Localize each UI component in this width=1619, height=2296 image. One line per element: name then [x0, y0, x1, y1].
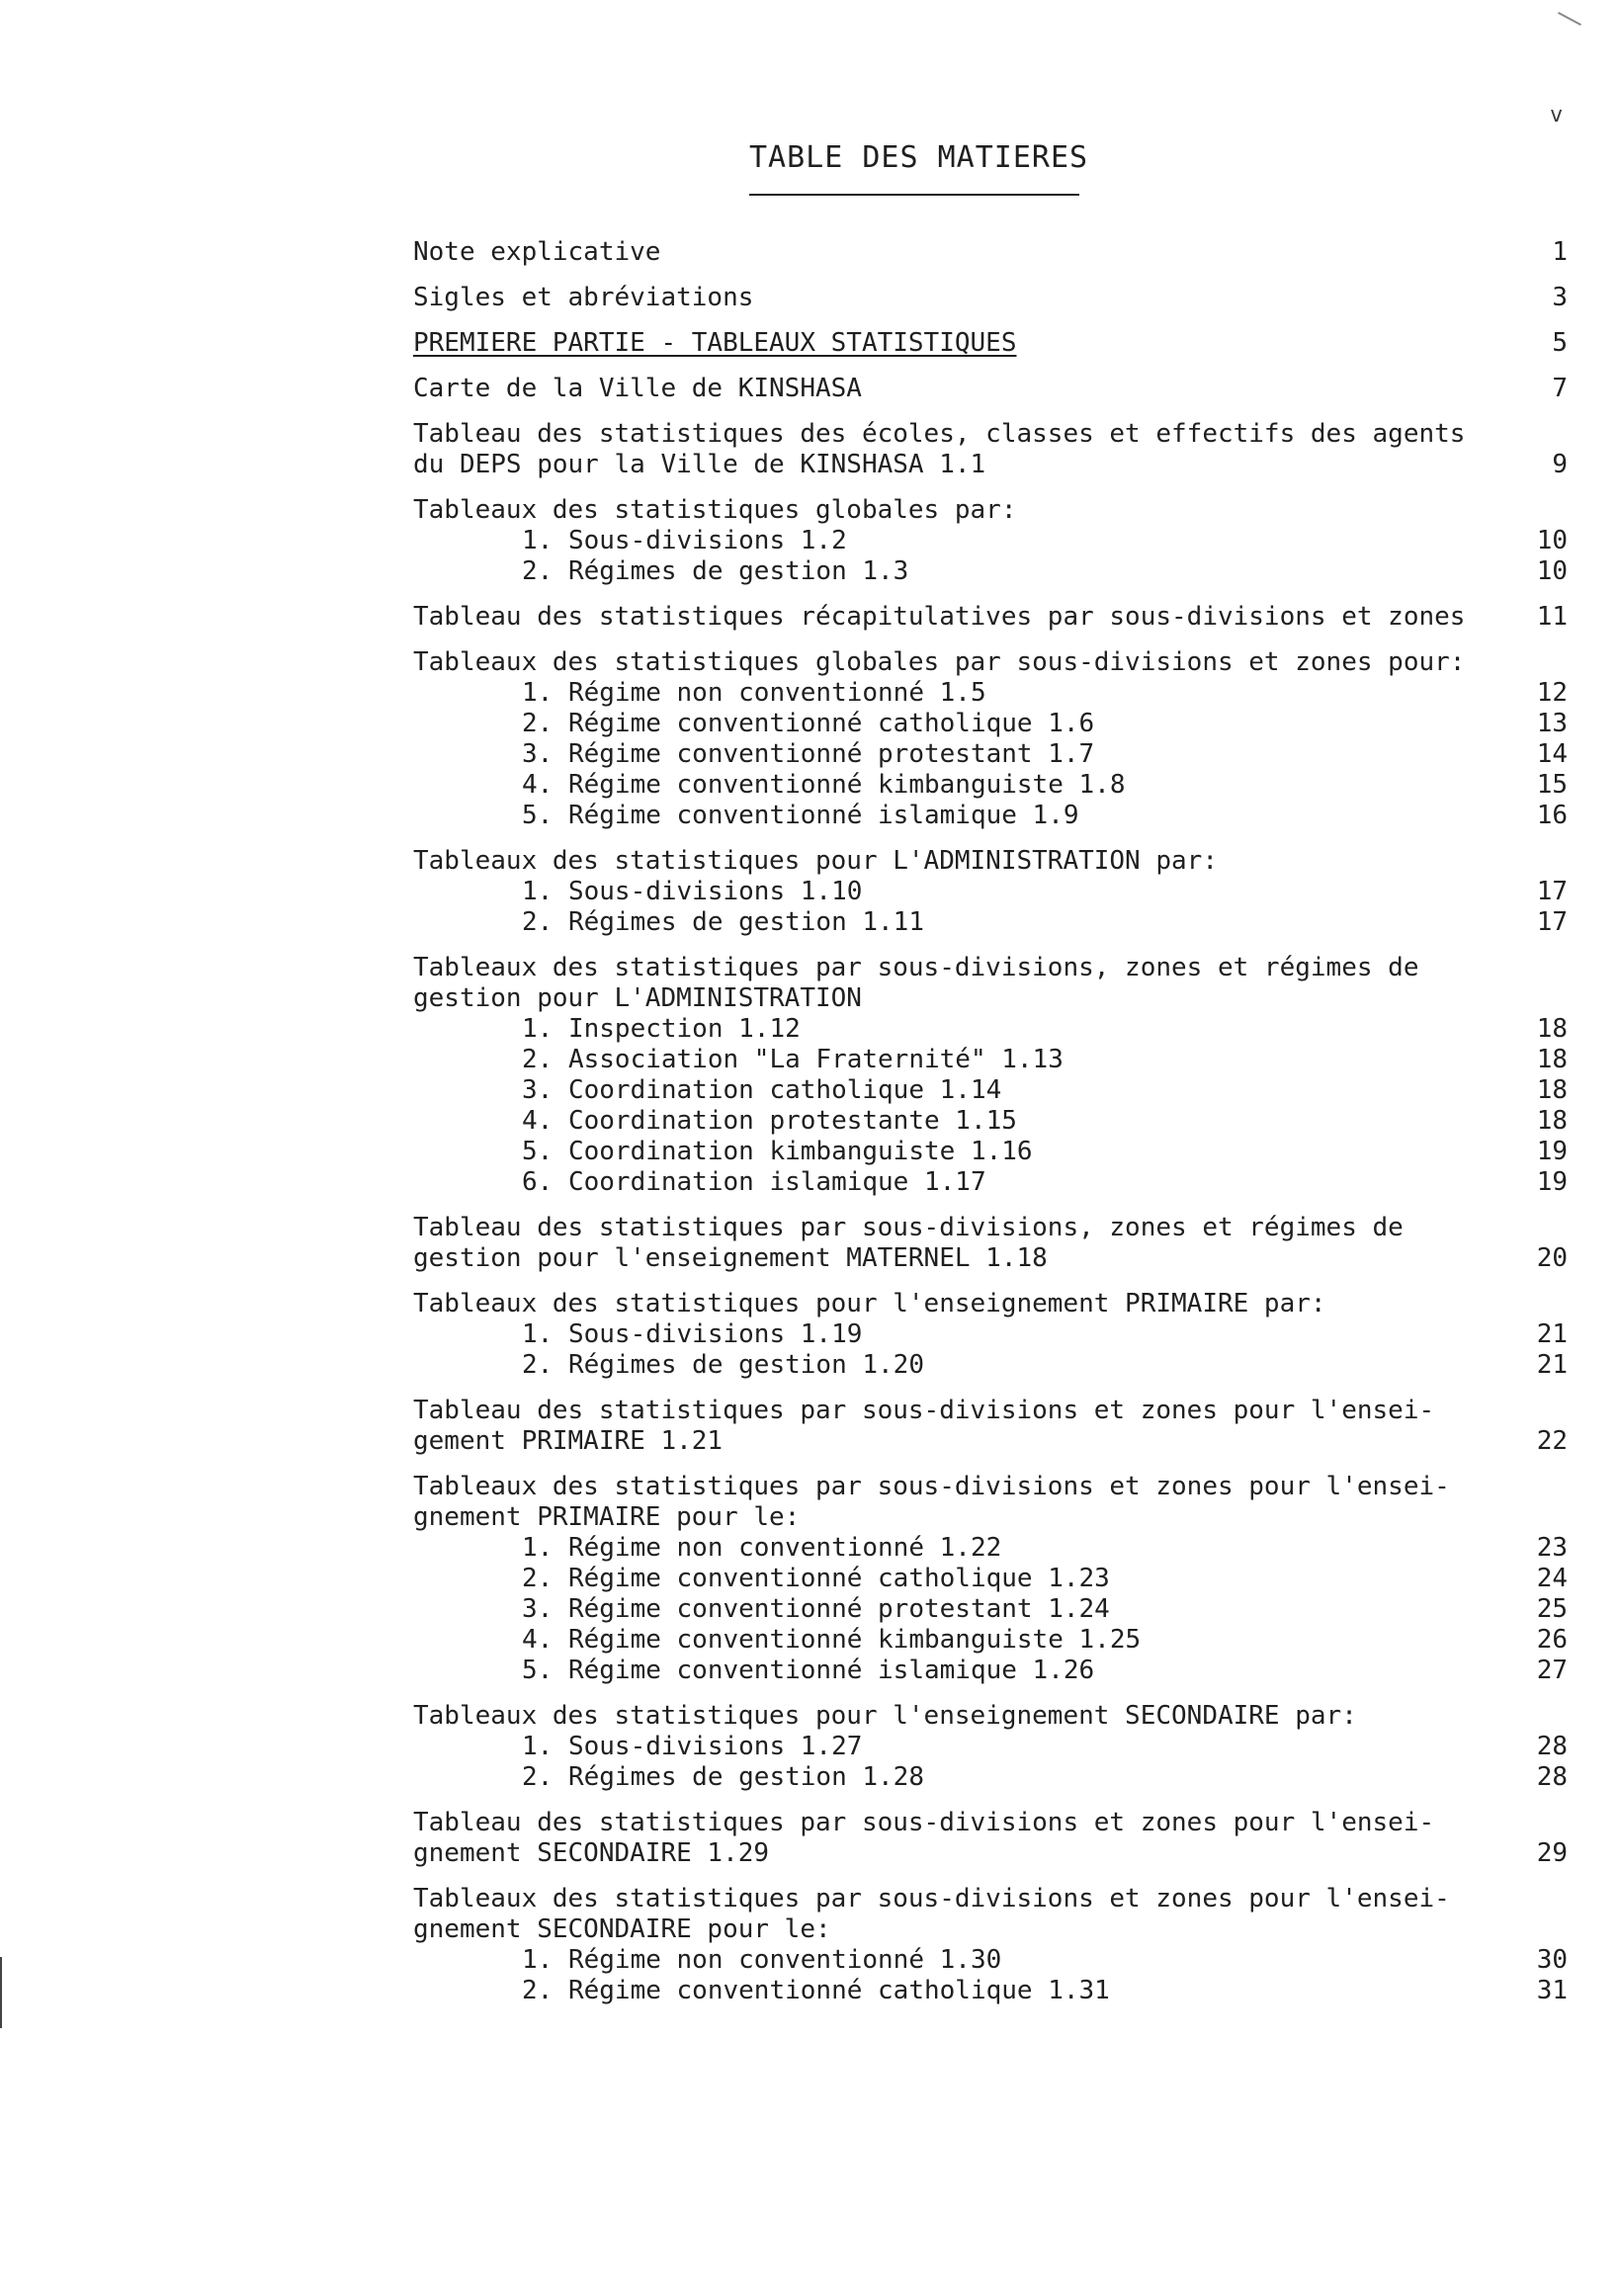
toc-line: [413, 1808, 1568, 1838]
title-underline: [749, 194, 1079, 196]
toc-subitem: [413, 907, 1568, 938]
toc-line: [413, 1243, 1568, 1274]
toc-line: [413, 1914, 1568, 1945]
toc-page-number: 22: [1536, 1426, 1568, 1456]
toc-page-number: 18: [1536, 1045, 1568, 1074]
toc-subitem: [413, 770, 1568, 801]
toc-text: 2. Association "La Fraternité" 1.13: [522, 1045, 1064, 1074]
toc-subitem: [413, 1594, 1568, 1625]
toc-page-number: 13: [1536, 709, 1568, 738]
toc-text: Tableau des statistiques par sous-divisions, zones et régimes de: [413, 1213, 1404, 1242]
toc-page-number: 10: [1536, 556, 1568, 586]
toc-line: [413, 647, 1568, 678]
toc-line: [413, 419, 1568, 450]
toc-page-number: 7: [1552, 374, 1568, 403]
toc-page-number: 5: [1552, 328, 1568, 358]
toc-line: [413, 953, 1568, 983]
toc-text: 3. Régime conventionné protestant 1.24: [522, 1594, 1110, 1624]
toc-subitem: [413, 1762, 1568, 1793]
toc-page-number: 10: [1536, 526, 1568, 555]
toc-text: 5. Régime conventionné islamique 1.26: [522, 1656, 1095, 1685]
toc-text: gestion pour L'ADMINISTRATION: [413, 983, 862, 1013]
toc-page-number: 24: [1536, 1564, 1568, 1593]
toc-subitem: [413, 877, 1568, 907]
toc-entry: [413, 1808, 1568, 1869]
toc-entry: [413, 647, 1568, 831]
toc-subitem: [413, 1625, 1568, 1656]
toc-line: [413, 495, 1568, 526]
toc-entry: [413, 1884, 1568, 2006]
toc-line: [413, 237, 1568, 268]
toc-text: 4. Coordination protestante 1.15: [522, 1106, 1017, 1136]
toc-line: [413, 602, 1568, 633]
toc-entry: [413, 237, 1568, 268]
toc-line: [413, 283, 1568, 313]
toc-text: 2. Régime conventionné catholique 1.31: [522, 1976, 1110, 2005]
page-title: TABLE DES MATIERES: [749, 140, 1089, 175]
toc-line: [413, 983, 1568, 1014]
toc-text: 3. Régime conventionné protestant 1.7: [522, 739, 1095, 769]
toc-text: 1. Régime non conventionné 1.5: [522, 678, 986, 708]
toc-page-number: 3: [1552, 283, 1568, 312]
toc-line: [413, 1838, 1568, 1869]
toc-page-number: 31: [1536, 1976, 1568, 2005]
toc-text: 2. Régimes de gestion 1.11: [522, 907, 924, 937]
toc-line: [413, 450, 1568, 480]
toc-page-number: 14: [1536, 739, 1568, 769]
toc-text: 1. Inspection 1.12: [522, 1014, 801, 1044]
toc-line: [413, 328, 1568, 359]
toc-line: [413, 1701, 1568, 1732]
page-number: v: [1550, 103, 1564, 128]
toc-text: Tableaux des statistiques par sous-divisions et zones pour l'ensei-: [413, 1884, 1450, 1913]
toc-text: gement PRIMAIRE 1.21: [413, 1426, 724, 1456]
toc-text: Tableaux des statistiques pour L'ADMINISTRATION par:: [413, 846, 1218, 876]
toc-page-number: 12: [1536, 678, 1568, 708]
toc-text: 1. Régime non conventionné 1.22: [522, 1533, 1002, 1563]
toc-subitem: [413, 1976, 1568, 2006]
toc-page-number: 25: [1536, 1594, 1568, 1624]
toc-line: [413, 1289, 1568, 1319]
toc-entry: [413, 846, 1568, 938]
toc-text: Sigles et abréviations: [413, 283, 754, 312]
toc-page-number: 16: [1536, 801, 1568, 830]
table-of-contents: [413, 237, 1568, 2021]
toc-entry: [413, 1701, 1568, 1793]
toc-page-number: 19: [1536, 1167, 1568, 1197]
toc-text: Tableaux des statistiques par sous-divisions et zones pour l'ensei-: [413, 1472, 1450, 1501]
toc-text: 1. Sous-divisions 1.27: [522, 1732, 863, 1761]
toc-line: [413, 1884, 1568, 1914]
toc-text: 5. Régime conventionné islamique 1.9: [522, 801, 1079, 830]
toc-text: Tableau des statistiques récapitulatives par sous-divisions et zones: [413, 602, 1466, 632]
toc-text: Tableaux des statistiques pour l'enseignement SECONDAIRE par:: [413, 1701, 1357, 1731]
toc-line: [413, 1472, 1568, 1502]
toc-page-number: 21: [1536, 1350, 1568, 1380]
margin-bar: [0, 1957, 2, 2028]
toc-page-number: 19: [1536, 1137, 1568, 1166]
toc-subitem: [413, 1045, 1568, 1075]
toc-page-number: 9: [1552, 450, 1568, 479]
toc-text: Tableau des statistiques des écoles, classes et effectifs des agents: [413, 419, 1466, 449]
toc-text: Tableaux des statistiques globales par:: [413, 495, 1017, 525]
toc-page-number: 11: [1536, 602, 1568, 632]
toc-entry: [413, 419, 1568, 480]
toc-page-number: 29: [1536, 1838, 1568, 1868]
toc-text: 2. Régimes de gestion 1.3: [522, 556, 909, 586]
toc-text: 3. Coordination catholique 1.14: [522, 1075, 1002, 1105]
toc-text: Note explicative: [413, 237, 661, 267]
toc-entry: [413, 495, 1568, 587]
toc-subitem: [413, 526, 1568, 556]
toc-text: 4. Régime conventionné kimbanguiste 1.8: [522, 770, 1126, 800]
toc-page-number: 17: [1536, 907, 1568, 937]
toc-page-number: 28: [1536, 1762, 1568, 1792]
toc-entry: [413, 328, 1568, 359]
toc-page-number: 28: [1536, 1732, 1568, 1761]
toc-subitem: [413, 678, 1568, 709]
toc-text: 4. Régime conventionné kimbanguiste 1.25: [522, 1625, 1142, 1655]
toc-entry: [413, 374, 1568, 404]
toc-text: gnement PRIMAIRE pour le:: [413, 1502, 801, 1532]
toc-text: 2. Régime conventionné catholique 1.23: [522, 1564, 1110, 1593]
toc-text: 1. Sous-divisions 1.2: [522, 526, 847, 555]
toc-page-number: 23: [1536, 1533, 1568, 1563]
toc-entry: [413, 1472, 1568, 1686]
scan-mark: [1558, 12, 1581, 26]
toc-subitem: [413, 1319, 1568, 1350]
toc-page-number: 18: [1536, 1106, 1568, 1136]
toc-entry: [413, 1213, 1568, 1274]
toc-text: 2. Régime conventionné catholique 1.6: [522, 709, 1095, 738]
toc-subitem: [413, 556, 1568, 587]
toc-page-number: 18: [1536, 1075, 1568, 1105]
toc-subitem: [413, 709, 1568, 739]
toc-text: Tableaux des statistiques par sous-divisions, zones et régimes de: [413, 953, 1419, 982]
toc-subitem: [413, 1564, 1568, 1594]
toc-subitem: [413, 1945, 1568, 1976]
toc-page-number: 18: [1536, 1014, 1568, 1044]
toc-text: gnement SECONDAIRE 1.29: [413, 1838, 770, 1868]
toc-subitem: [413, 1106, 1568, 1137]
toc-subitem: [413, 1014, 1568, 1045]
toc-text: Tableaux des statistiques pour l'enseignement PRIMAIRE par:: [413, 1289, 1326, 1318]
toc-line: [413, 1213, 1568, 1243]
toc-text: du DEPS pour la Ville de KINSHASA 1.1: [413, 450, 986, 479]
toc-text: 1. Sous-divisions 1.10: [522, 877, 863, 906]
toc-entry: [413, 953, 1568, 1198]
toc-text: gestion pour l'enseignement MATERNEL 1.18: [413, 1243, 1048, 1273]
toc-page-number: 26: [1536, 1625, 1568, 1655]
toc-line: [413, 846, 1568, 877]
toc-page-number: 21: [1536, 1319, 1568, 1349]
toc-subitem: [413, 1137, 1568, 1167]
toc-page-number: 17: [1536, 877, 1568, 906]
toc-entry: [413, 283, 1568, 313]
toc-line: [413, 374, 1568, 404]
toc-subitem: [413, 1167, 1568, 1198]
toc-subitem: [413, 1075, 1568, 1106]
toc-page-number: 30: [1536, 1945, 1568, 1975]
toc-text: Tableau des statistiques par sous-divisions et zones pour l'ensei-: [413, 1396, 1435, 1425]
toc-subitem: [413, 1350, 1568, 1381]
toc-line: [413, 1502, 1568, 1533]
toc-text: 5. Coordination kimbanguiste 1.16: [522, 1137, 1033, 1166]
toc-page-number: 1: [1552, 237, 1568, 267]
toc-entry: [413, 1289, 1568, 1381]
toc-line: [413, 1396, 1568, 1426]
toc-text: 1. Régime non conventionné 1.30: [522, 1945, 1002, 1975]
toc-entry: [413, 1396, 1568, 1457]
toc-subitem: [413, 1656, 1568, 1686]
toc-page-number: 15: [1536, 770, 1568, 800]
toc-page-number: 20: [1536, 1243, 1568, 1273]
toc-text: 1. Sous-divisions 1.19: [522, 1319, 863, 1349]
toc-text: gnement SECONDAIRE pour le:: [413, 1914, 831, 1944]
toc-text: Tableaux des statistiques globales par sous-divisions et zones pour:: [413, 647, 1466, 677]
toc-text: 6. Coordination islamique 1.17: [522, 1167, 986, 1197]
toc-subitem: [413, 1732, 1568, 1762]
toc-text: 2. Régimes de gestion 1.20: [522, 1350, 924, 1380]
toc-text: Carte de la Ville de KINSHASA: [413, 374, 862, 403]
toc-subitem: [413, 739, 1568, 770]
toc-text: Tableau des statistiques par sous-divisions et zones pour l'ensei-: [413, 1808, 1435, 1837]
toc-subitem: [413, 1533, 1568, 1564]
toc-line: [413, 1426, 1568, 1457]
toc-page-number: 27: [1536, 1656, 1568, 1685]
toc-entry: [413, 602, 1568, 633]
toc-subitem: [413, 801, 1568, 831]
toc-text: PREMIERE PARTIE - TABLEAUX STATISTIQUES: [413, 328, 1017, 358]
toc-text: 2. Régimes de gestion 1.28: [522, 1762, 924, 1792]
